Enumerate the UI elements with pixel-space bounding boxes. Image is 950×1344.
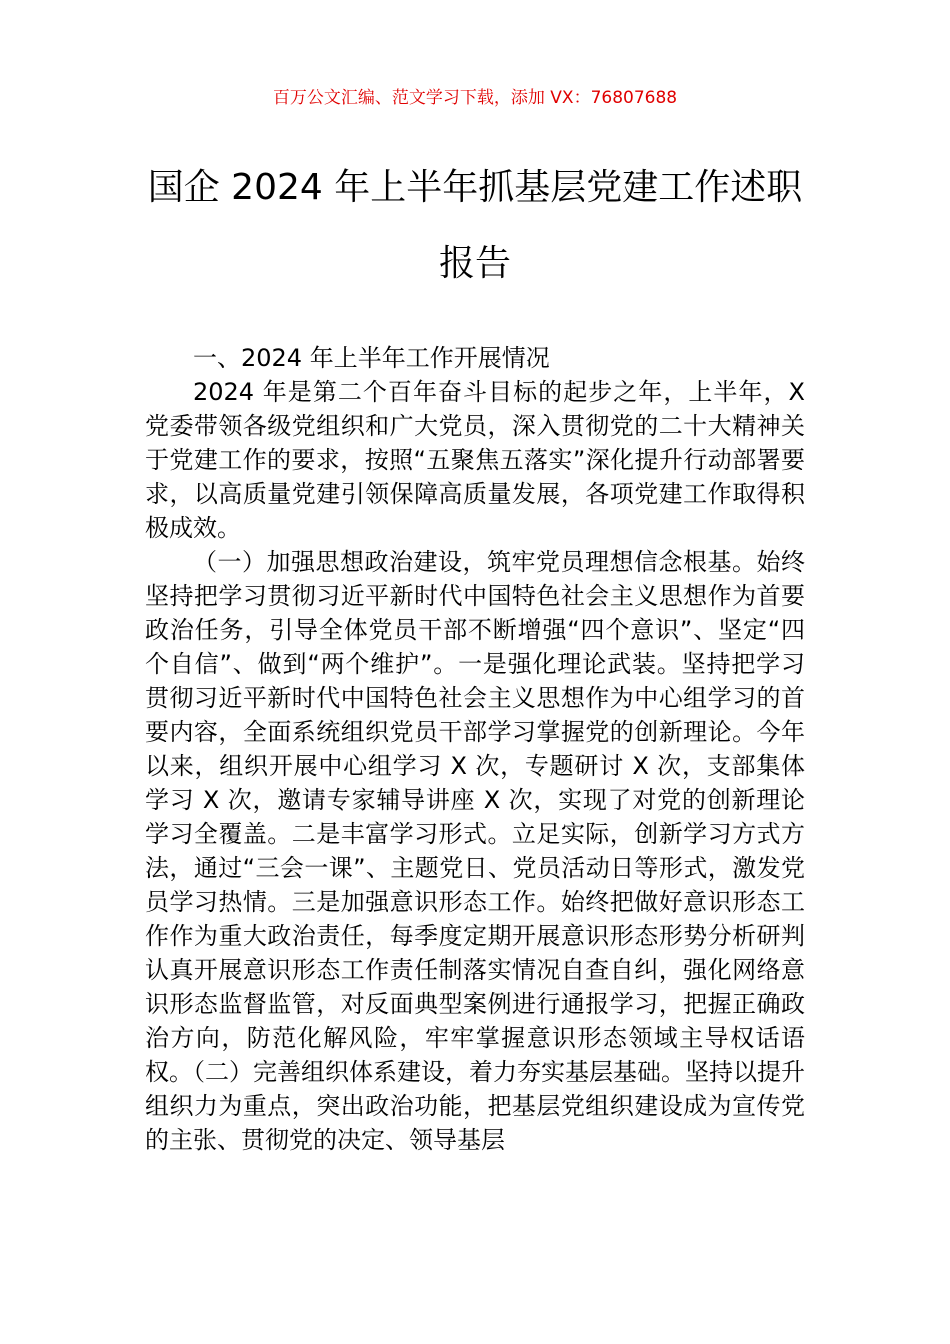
body-paragraph: （一）加强思想政治建设，筑牢党员理想信念根基。始终坚持把学习贯彻习近平新时代中国特色社会主义思想作为首要政治任务，引导全体党员干部不断增强“四个意识”、坚定“四个自信”、做到“两个维护”。一是强化理论武装。坚持把学习贯彻习近平新时代中国特色社会主义思想作为中心组学习的首要内容，全面系统组织党员干部学习掌握党的创新理论。今年以来，组织开展中心组学习 X 次，专题研讨 X 次，支部集体学习 X 次，邀请专家辅导讲座 X 次，实现了对党的创新理论学习全覆盖。二是丰富学习形式。立足实际，创新学习方式方法，通过“三会一课”、主题党日、党员活动日等形式，激发党员学习热情。三是加强意识形态工作。始终把做好意识形态工作作为重大政治责任，每季度定期开展意识形态形势分析研判认真开展意识形态工作责任制落实情况自查自纠，强化网络意识形态监督监管，对反面典型案例进行通报学习，把握正确政治方向，防范化解风险，牢牢掌握意识形态领域主导权话语权。（二）完善组织体系建设，着力夯实基层基础。坚持以提升组织力为重点，突出政治功能，把基层党组织建设成为宣传党的主张、贯彻党的决定、领导基层	[145, 548, 805, 1154]
document-title: 国企 2024 年上半年抓基层党建工作述职报告	[147, 167, 803, 284]
document-body	[145, 341, 805, 1157]
section-heading: 一、2024 年上半年工作开展情况	[193, 344, 550, 372]
body-paragraph: 2024 年是第二个百年奋斗目标的起步之年，上半年，X 党委带领各级党组织和广大党员，深入贯彻党的二十大精神关于党建工作的要求，按照“五聚焦五落实”深化提升行动部署要求，以高质量党建引领保障高质量发展，各项党建工作取得积极成效。	[145, 378, 805, 542]
header-note: 百万公文汇编、范文学习下载，添加 VX：76807688	[272, 88, 678, 108]
